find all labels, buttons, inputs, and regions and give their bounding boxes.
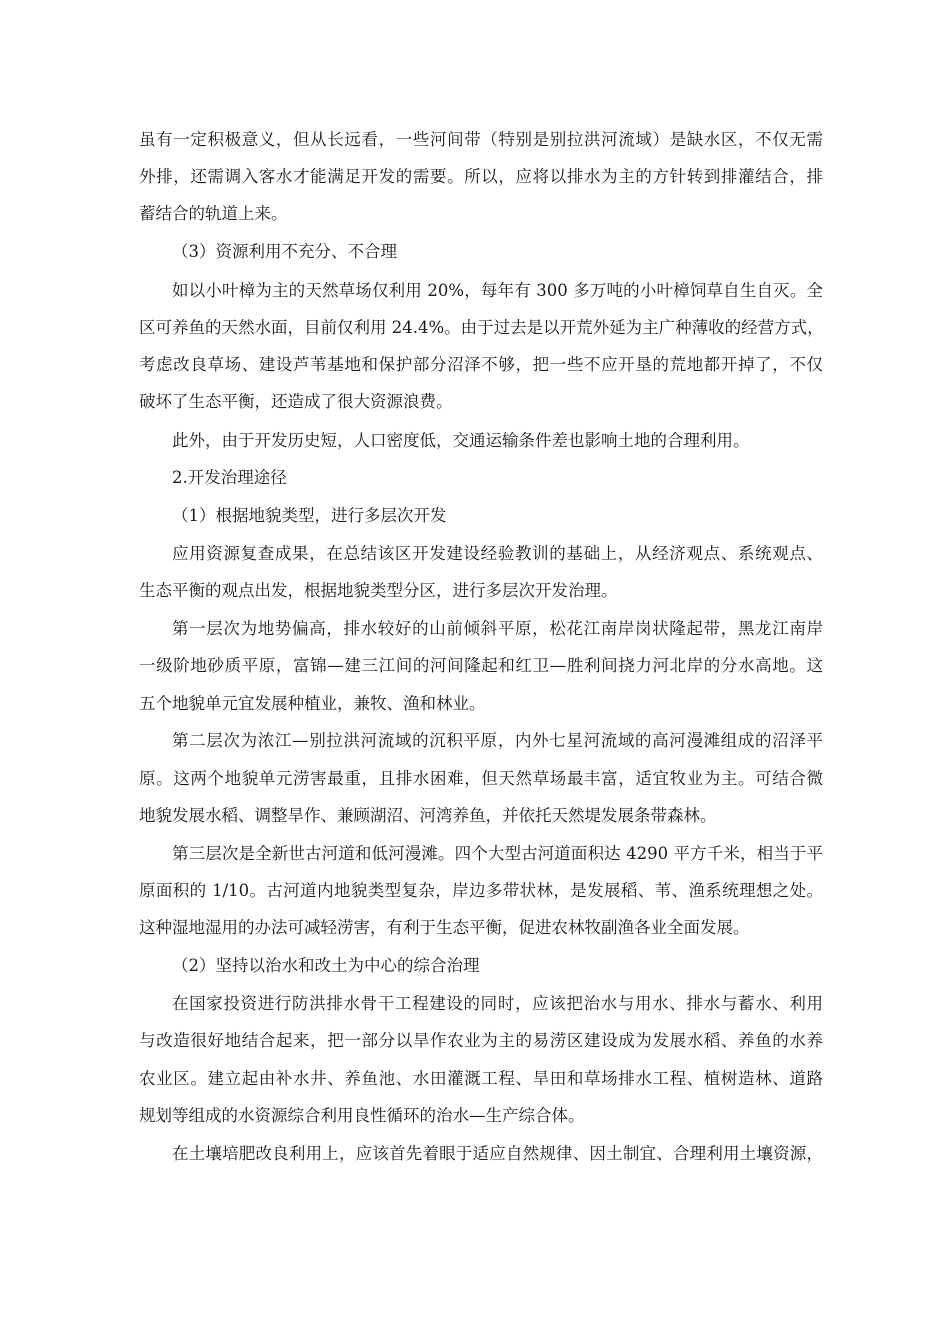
text-line: 地貌发展水稻、调整旱作、兼顾湖沼、河湾养鱼，并依托天然堤发展条带森林。: [139, 806, 717, 825]
text-line: 外排，还需调入客水才能满足开发的需要。所以，应将以排水为主的方针转到排灌结合，排: [139, 167, 823, 186]
text-line: 原面积的 1/10。古河道内地貌类型复杂，岸边多带状林，是发展稻、苇、渔系统理想之处。: [139, 881, 823, 900]
text-line: 生态平衡的观点出发，根据地貌类型分区，进行多层次开发治理。: [139, 581, 618, 600]
text-line: 第三层次是全新世古河道和低河漫滩。四个大型古河道面积达 4290 平方千米，相当于平: [172, 844, 823, 863]
text-line: 应用资源复查成果，在总结该区开发建设经验教训的基础上，从经济观点、系统观点、: [172, 544, 823, 563]
text-line: 在土壤培肥改良利用上，应该首先着眼于适应自然规律、因土制宜、合理利用土壤资源，: [172, 1144, 823, 1163]
text-line: 在国家投资进行防洪排水骨干工程建设的同时，应该把治水与用水、排水与蓄水、利用: [172, 994, 823, 1013]
text-line: 原。这两个地貌单元涝害最重，且排水困难，但天然草场最丰富，适宜牧业为主。可结合微: [139, 769, 823, 788]
text-line: 五个地貌单元宜发展种植业，兼牧、渔和林业。: [139, 694, 486, 713]
text-line: 一级阶地砂质平原，富锦—建三江间的河间隆起和红卫—胜利间挠力河北岸的分水高地。这: [139, 656, 823, 675]
text-line: 如以小叶樟为主的天然草场仅利用 20%，每年有 300 多万吨的小叶樟饲草自生自灭。全: [172, 281, 823, 300]
text-line: 第二层次为浓江—别拉洪河流域的沉积平原，内外七星河流域的高河漫滩组成的沼泽平: [172, 731, 823, 750]
text-line: 农业区。建立起由补水井、养鱼池、水田灌溉工程、旱田和草场排水工程、植树造林、道路: [139, 1069, 823, 1088]
section-heading: 2.开发治理途径: [172, 468, 287, 487]
text-line: 这种湿地湿用的办法可减轻涝害，有利于生态平衡，促进农林牧副渔各业全面发展。: [139, 918, 750, 937]
text-line: 规划等组成的水资源综合利用良性循环的治水—生产综合体。: [139, 1106, 585, 1125]
text-line: 与改造很好地结合起来，把一部分以旱作农业为主的易涝区建设成为发展水稻、养鱼的水养: [139, 1031, 823, 1050]
text-line: 考虑改良草场、建设芦苇基地和保护部分沼泽不够，把一些不应开垦的荒地都开掉了，不仅: [139, 355, 823, 374]
text-line: 区可养鱼的天然水面，目前仅利用 24.4%。由于过去是以开荒外延为主广种薄收的经营方式，: [139, 318, 824, 337]
text-line: 第一层次为地势偏高，排水较好的山前倾斜平原，松花江南岸岗状隆起带，黑龙江南岸: [172, 619, 823, 638]
section-heading: （3）资源利用不充分、不合理: [172, 242, 397, 261]
text-line: 虽有一定积极意义，但从长远看，一些河间带（特别是别拉洪河流域）是缺水区，不仅无需: [139, 130, 823, 149]
section-heading: （1）根据地貌类型，进行多层次开发: [172, 506, 447, 525]
text-line: 此外，由于开发历史短，人口密度低，交通运输条件差也影响土地的合理利用。: [172, 431, 750, 450]
text-line: 蓄结合的轨道上来。: [139, 204, 288, 223]
text-line: 破坏了生态平衡，还造成了很大资源浪费。: [139, 392, 453, 411]
section-heading: （2）坚持以治水和改土为中心的综合治理: [172, 956, 480, 975]
